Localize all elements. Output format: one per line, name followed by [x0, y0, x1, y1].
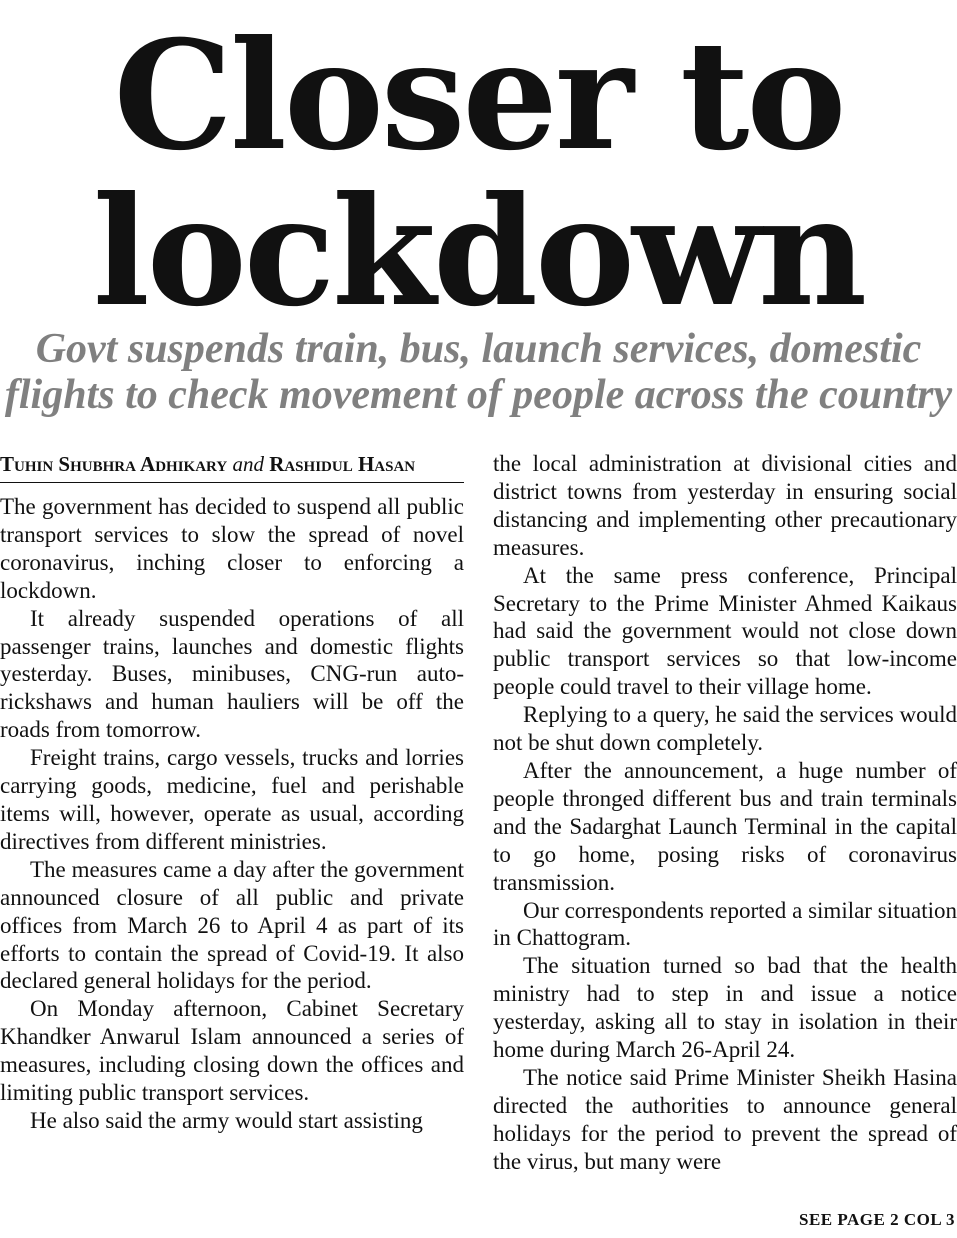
headline [0, 8, 957, 340]
paragraph: Replying to a query, he said the services would not be shut down completely. [493, 702, 957, 756]
headline-line-2: lockdown [92, 164, 865, 340]
paragraph: The measures came a day after the government announced closure of all public and private offices from March 26 to April 4 as part of its efforts to contain the spread of Covid-19. It also declared general holidays for the period. [0, 856, 464, 994]
paragraph: The situation turned so bad that the health ministry had to step in and issue a notice yesterday, asking all to stay in isolation in their home during March 26-April 24. [493, 953, 957, 1063]
paragraph: The government has decided to suspend all public transport services to slow the spread of novel coronavirus, inching closer to enforcing a lockdown. [0, 494, 464, 603]
paragraph: On Monday afternoon, Cabinet Secretary Khandker Anwarul Islam announced a series of measures, including closing down the offices and limiting public transport services. [0, 996, 464, 1106]
paragraph: After the announcement, a huge number of people thronged different bus and train terminals and the Sadarghat Launch Terminal in the capital to go home, posing risks of coronavirus transmission. [493, 757, 957, 895]
byline-author-1: Tuhin Shubhra Adhikary [0, 452, 228, 476]
paragraph: He also said the army would start assisting [30, 1107, 423, 1133]
paragraph: The notice said Prime Minister Sheikh Hasina directed the authorities to announce general holidays for the period to prevent the spread of the virus, but many were [493, 1064, 957, 1174]
paragraph: Freight trains, cargo vessels, trucks and lorries carrying goods, medicine, fuel and perishable items will, however, operate as usual, according directives from different ministries. [0, 745, 464, 854]
byline [0, 450, 464, 483]
subheadline-line-2: flights to check movement of people across the country [4, 372, 953, 418]
paragraph: It already suspended operations of all passenger trains, launches and domestic flights yesterday. Buses, minibuses, CNG-run auto-rickshaws and human hauliers will be off the roads from tomorrow. [0, 605, 464, 743]
headline-line-1: Closer to [113, 8, 844, 184]
subheadline-line-1: Govt suspends train, bus, launch services, domestic [35, 326, 922, 372]
article-column-left [0, 450, 464, 1135]
byline-conjunction: and [232, 452, 264, 476]
article-column-right [493, 450, 957, 1176]
paragraph: At the same press conference, Principal Secretary to the Prime Minister Ahmed Kaikaus had said the government would not close down public transport services so that low-income people could travel to their village home. [493, 562, 957, 700]
paragraph: Our correspondents reported a similar situation in Chattogram. [493, 897, 957, 951]
continuation-notice: SEE PAGE 2 COL 3 [799, 1210, 955, 1229]
paragraph: the local administration at divisional cities and district towns from yesterday in ensuring social distancing and implementing other precautionary measures. [493, 451, 957, 560]
subheadline [0, 326, 957, 418]
byline-author-2: Rashidul Hasan [269, 452, 416, 476]
